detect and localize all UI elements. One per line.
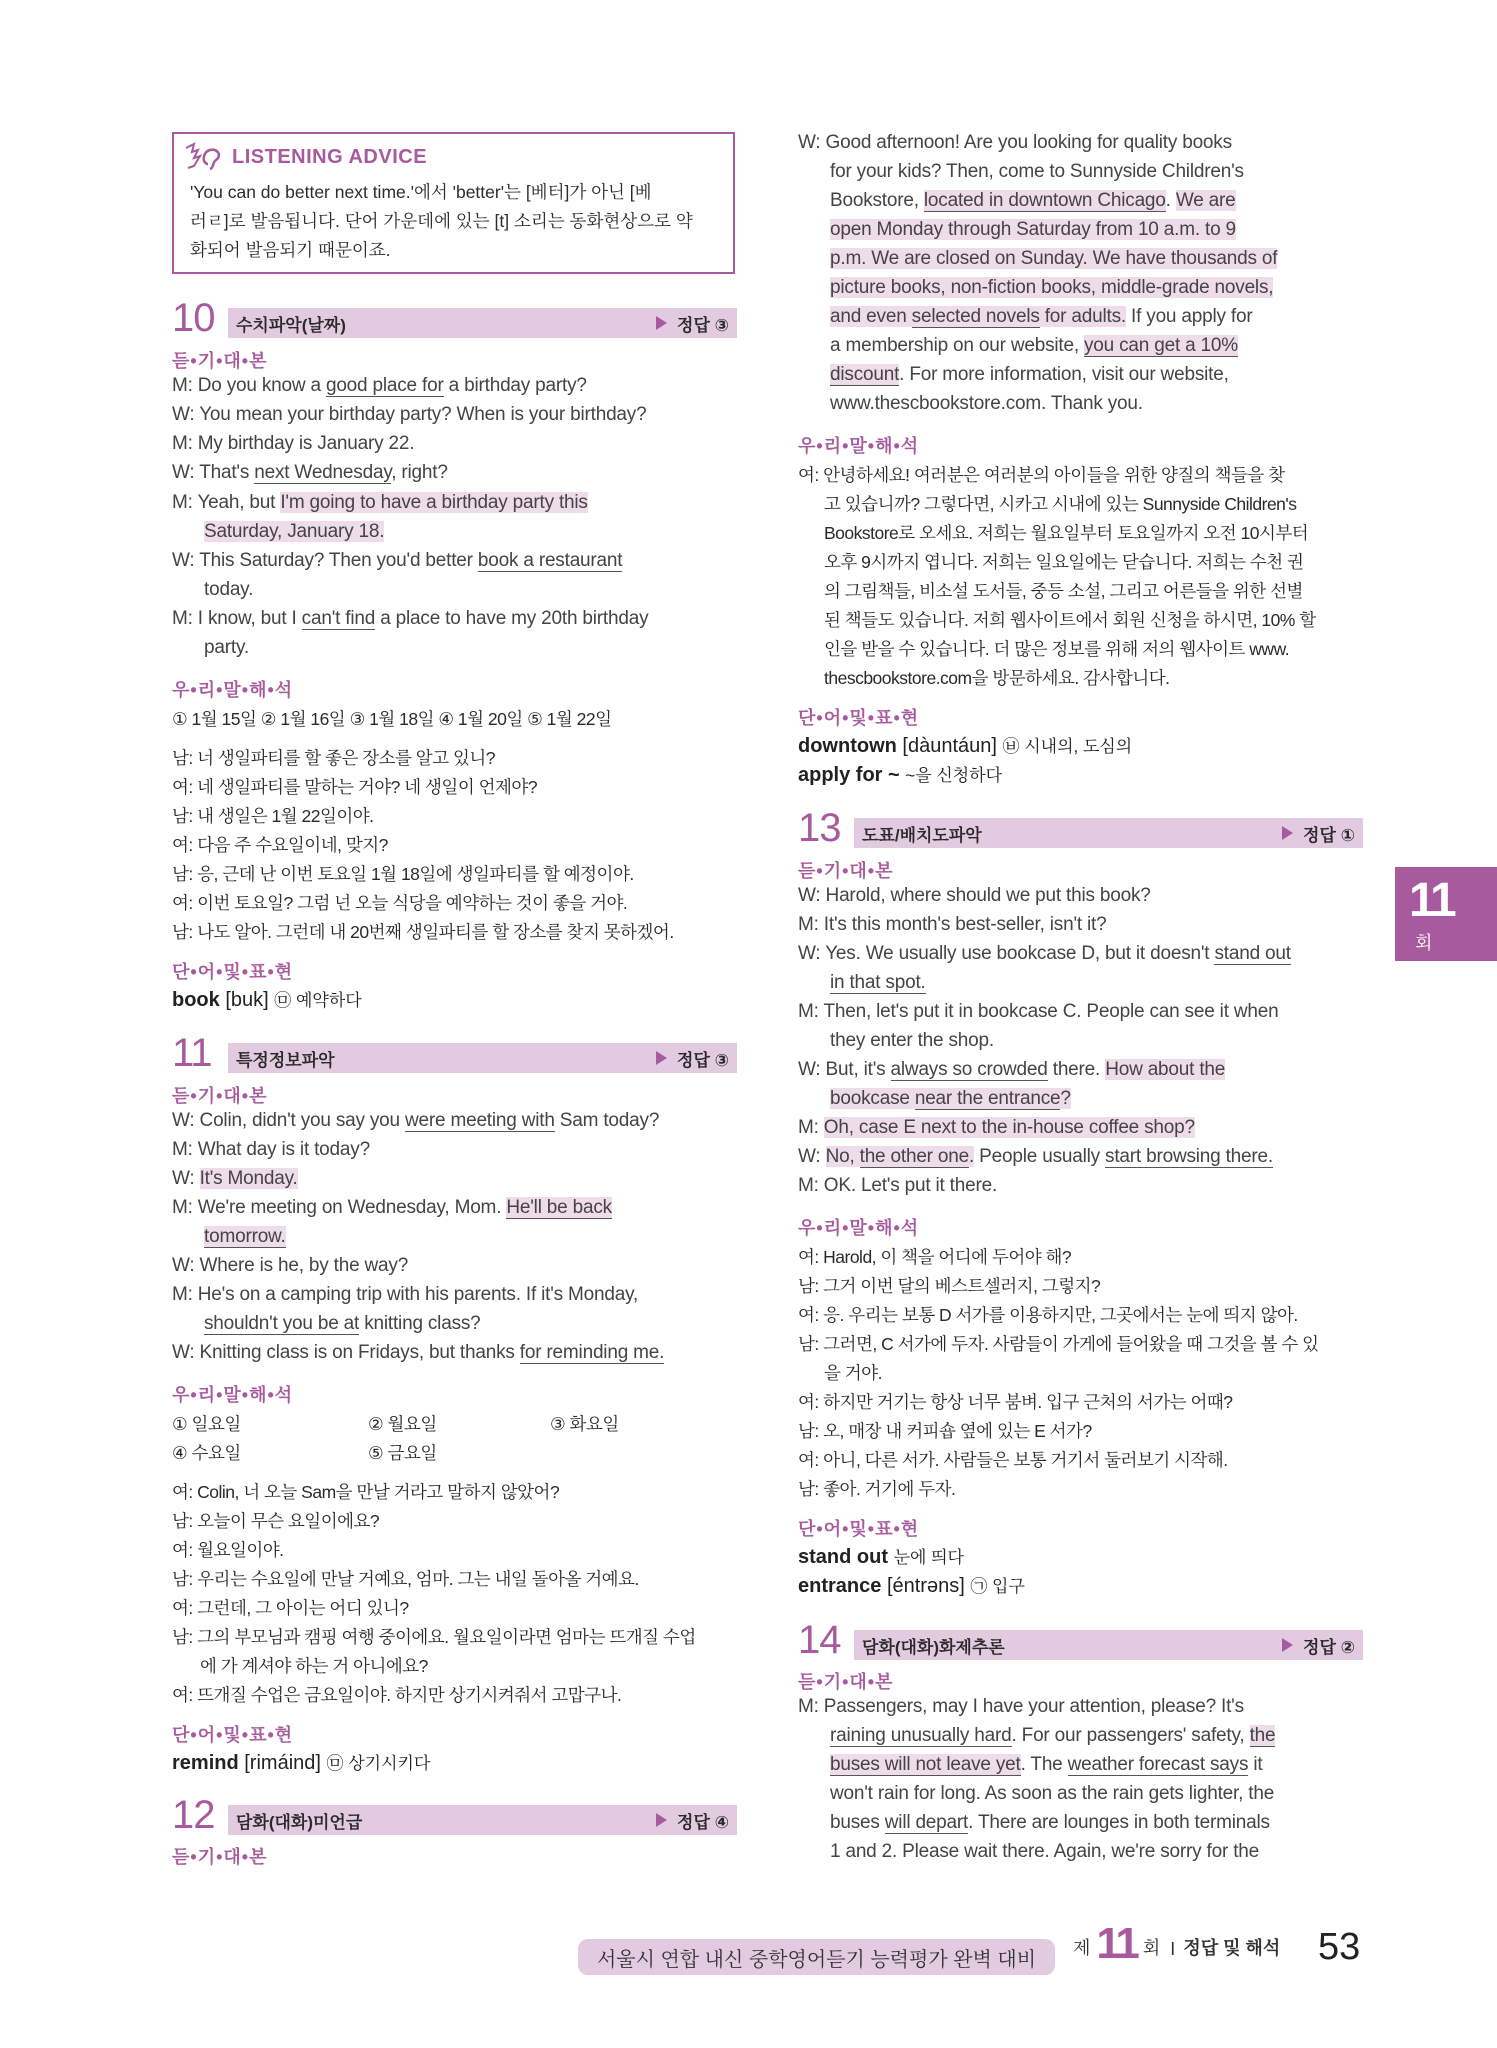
translation-line: 남: 오, 매장 내 커피숍 옆에 있는 E 서가? [798, 1421, 1092, 1441]
answer-choice: ③ 화요일 [550, 1414, 619, 1434]
underlined-phrase: start browsing there. [1105, 1146, 1273, 1167]
script-line: W: But, it's always so crowded there. How about the [798, 1059, 1226, 1080]
question-type: 도표/배치도파악 [862, 825, 982, 845]
script-line: a membership on our website, you can get a 10% [830, 335, 1238, 356]
underlined-phrase: weather forecast says [1067, 1754, 1249, 1775]
translation-line: 여: Colin, 너 오늘 Sam을 만날 거라고 말하지 않았어? [172, 1482, 560, 1502]
translation-line: 을 거야. [824, 1363, 882, 1383]
highlighted-phrase: He'll be back [506, 1197, 612, 1218]
answer-badge [656, 311, 737, 336]
script-line: M: Oh, case E next to the in-house coffee shop? [798, 1117, 1195, 1138]
question-number: 12 [172, 1793, 215, 1837]
highlighted-phrase: How about the [1105, 1059, 1226, 1080]
footer-round-number: 11 [1096, 1919, 1137, 1968]
answer-badge [656, 1046, 737, 1071]
footer-separator: I [1170, 1939, 1176, 1959]
highlighted-phrase: p.m. We are closed on Sunday. We have thousands of [830, 248, 1278, 269]
script-line [830, 248, 1277, 270]
question-band [854, 818, 1363, 848]
vocabulary-item [172, 986, 362, 1012]
translation-line: 여: 네 생일파티를 말하는 거야? 네 생일이 언제야? [172, 777, 538, 797]
script-line: M: Yeah, but I'm going to have a birthday party this [172, 492, 588, 513]
question-band [854, 1630, 1363, 1660]
script-line: M: He's on a camping trip with his parents. If it's Monday, [172, 1284, 639, 1305]
script-line: M: I know, but I can't find a place to have my 20th birthday [172, 608, 649, 629]
vocab-pronunciation: [éntrəns] [886, 1575, 965, 1597]
vocab-pronunciation: [buk] [225, 989, 269, 1011]
vocabulary-item [798, 1572, 1025, 1598]
answer-choice: ① 일요일 [172, 1414, 241, 1434]
triangle-icon [1282, 1638, 1293, 1652]
underlined-phrase: for reminding me. [519, 1342, 665, 1363]
highlighted-phrase: tomorrow. [204, 1226, 286, 1247]
script-line: party. [204, 637, 249, 658]
translation-line: 된 책들도 있습니다. 저희 웹사이트에서 회원 신청을 하시면, 10% 할 [824, 610, 1316, 630]
script-line: W: This Saturday? Then you'd better book a restaurant [172, 550, 623, 571]
script-line: W: Harold, where should we put this book? [798, 885, 1151, 906]
script-line: www.thescbookstore.com. Thank you. [830, 393, 1143, 414]
highlighted-phrase: We are [1175, 190, 1236, 211]
question-type: 수치파악(날짜) [236, 315, 346, 335]
question-11-header [172, 1031, 737, 1075]
vocab-term: entrance [798, 1575, 882, 1597]
underlined-phrase: can't find [301, 608, 376, 629]
footer-round-label [1073, 1919, 1281, 1968]
listening-advice-box [172, 132, 735, 274]
translation-line: 여: 하지만 거기는 항상 너무 붐벼. 입구 근처의 서가는 어때? [798, 1392, 1233, 1412]
highlighted-phrase: Oh, case E next to the in-house coffee shop? [823, 1117, 1195, 1138]
series-title: 서울시 연합 내신 중학영어듣기 능력평가 완벽 대비 [578, 1939, 1055, 1975]
translation-label: 우•리•말•해•석 [172, 1385, 294, 1405]
vocab-pronunciation: [rimáind] [244, 1752, 321, 1774]
script-line [830, 1088, 1071, 1110]
highlighted-phrase: the [1249, 1725, 1276, 1746]
translation-line: 오후 9시까지 엽니다. 저희는 일요일에는 닫습니다. 저희는 수천 권 [824, 552, 1304, 572]
script-line: raining unusually hard. For our passengers' safety, the [830, 1725, 1276, 1746]
script-line: W: Good afternoon! Are you looking for quality books [798, 132, 1232, 153]
vocabulary-item [798, 732, 1132, 758]
underlined-phrase: were meeting with [404, 1110, 555, 1131]
answer-badge [656, 1808, 737, 1833]
translation-line: 여: 그런데, 그 아이는 어디 있니? [172, 1598, 409, 1618]
translation-line: 고 있습니까? 그렇다면, 시카고 시내에 있는 Sunnyside Children's [824, 494, 1297, 514]
highlighted-phrase: bookcase near the entrance? [830, 1088, 1071, 1109]
translation-line: 남: 그의 부모님과 캠핑 여행 중이에요. 월요일이라면 엄마는 뜨개질 수업 [172, 1627, 696, 1647]
translation-line: 남: 그거 이번 달의 베스트셀러지, 그렇지? [798, 1276, 1101, 1296]
answer-choice: ⑤ 금요일 [368, 1443, 437, 1463]
vocab-meaning: ㉤ 예약하다 [274, 991, 362, 1010]
highlighted-phrase: located in downtown Chicago [923, 190, 1166, 211]
script-line: W: Knitting class is on Fridays, but thanks for reminding me. [172, 1342, 665, 1363]
script-line [830, 972, 926, 994]
vocabulary-label: 단•어•및•표•현 [172, 1725, 294, 1745]
footer-pre: 제 [1073, 1938, 1091, 1958]
translation-line: 남: 좋아. 거기에 두자. [798, 1479, 956, 1499]
script-line: for your kids? Then, come to Sunnyside Children's [830, 161, 1244, 182]
advice-line: 화되어 발음되기 때문이죠. [190, 240, 391, 260]
translation-line: 남: 그러면, C 서가에 두자. 사람들이 가게에 들어왔을 때 그것을 볼 수 있 [798, 1334, 1319, 1354]
script-line: W: Yes. We usually use bookcase D, but it doesn't stand out [798, 943, 1291, 964]
underlined-phrase: good place for [325, 375, 444, 396]
script-label: 듣•기•대•본 [172, 1847, 268, 1867]
answer-text: 정답 ① [1303, 825, 1355, 845]
underlined-phrase: stand out [1214, 943, 1291, 964]
highlighted-phrase: and even selected novels for adults. [830, 306, 1126, 327]
vocab-term: remind [172, 1752, 239, 1774]
page-number: 53 [1318, 1926, 1361, 1968]
script-line: M: It's this month's best-seller, isn't it? [798, 914, 1107, 935]
script-line: won't rain for long. As soon as the rain gets lighter, the [830, 1783, 1275, 1804]
highlighted-phrase: Saturday, January 18. [204, 521, 385, 542]
script-line: M: What day is it today? [172, 1139, 370, 1160]
script-line: 1 and 2. Please wait there. Again, we're sorry for the [830, 1841, 1260, 1862]
translation-line: 여: Harold, 이 책을 어디에 두어야 해? [798, 1247, 1072, 1267]
script-line: discount. For more information, visit our website, [830, 364, 1229, 385]
vocab-meaning: ㉠ 입구 [970, 1577, 1025, 1596]
question-type: 담화(대화)화제추론 [862, 1637, 1005, 1657]
advice-text [190, 178, 717, 265]
underlined-phrase: will depart [884, 1812, 969, 1833]
answer-choices: ① 1월 15일 ② 1월 16일 ③ 1월 18일 ④ 1월 20일 ⑤ 1월 22일 [172, 709, 612, 729]
vocabulary-item [798, 761, 1002, 787]
footer-section: 정답 및 해석 [1183, 1938, 1281, 1958]
triangle-icon [656, 1813, 667, 1827]
translation-line: Bookstore로 오세요. 저희는 월요일부터 토요일까지 오전 10시부터 [824, 523, 1309, 543]
question-number: 10 [172, 296, 215, 340]
triangle-icon [656, 316, 667, 330]
translation-line: 에 가 계셔야 하는 거 아니에요? [200, 1656, 428, 1676]
script-line: M: Passengers, may I have your attention, please? It's [798, 1696, 1244, 1717]
script-line: M: My birthday is January 22. [172, 433, 415, 454]
script-label: 듣•기•대•본 [172, 1086, 268, 1106]
translation-line: 남: 너 생일파티를 할 좋은 장소를 알고 있니? [172, 748, 496, 768]
vocabulary-label: 단•어•및•표•현 [172, 962, 294, 982]
question-type: 특정정보파악 [236, 1050, 335, 1070]
script-label: 듣•기•대•본 [798, 861, 894, 881]
answer-text: 정답 ③ [677, 315, 729, 335]
vocabulary-label: 단•어•및•표•현 [798, 708, 920, 728]
vocab-pronunciation: [dàuntáun] [902, 735, 997, 757]
advice-line: 'You can do better next time.'에서 'better'는 [베터]가 아닌 [베 [190, 182, 652, 202]
vocab-term: downtown [798, 735, 897, 757]
round-number: 11 [1409, 874, 1454, 927]
script-line [830, 277, 1273, 299]
triangle-icon [1282, 826, 1293, 840]
highlighted-phrase: buses will not leave yet [830, 1754, 1021, 1775]
vocab-meaning: ㉥ 시내의, 도심의 [1002, 737, 1133, 756]
translation-line: 남: 내 생일은 1월 22일이야. [172, 806, 374, 826]
underlined-phrase: next Wednesday [254, 462, 392, 483]
script-line: M: We're meeting on Wednesday, Mom. He'll be back [172, 1197, 612, 1218]
question-number: 13 [798, 806, 841, 850]
advice-line: 러ㄹ]로 발음됩니다. 단어 가운데에 있는 [t] 소리는 동화현상으로 약 [190, 211, 693, 231]
vocab-term: stand out [798, 1546, 888, 1568]
script-line: W: Colin, didn't you say you were meeting with Sam today? [172, 1110, 660, 1131]
translation-line: thescbookstore.com을 방문하세요. 감사합니다. [824, 668, 1170, 688]
highlighted-phrase: picture books, non-fiction books, middle-grade novels, [830, 277, 1274, 298]
script-line: M: Do you know a good place for a birthday party? [172, 375, 587, 396]
vocab-term: book [172, 989, 220, 1011]
underlined-phrase: shouldn't you be at [204, 1313, 360, 1334]
question-number: 14 [798, 1618, 841, 1662]
vocab-meaning: ㉤ 상기시키다 [326, 1754, 431, 1773]
script-line: M: OK. Let's put it there. [798, 1175, 998, 1196]
triangle-icon [656, 1051, 667, 1065]
script-line: and even selected novels for adults. If you apply for [830, 306, 1253, 327]
round-side-tab [1395, 867, 1497, 961]
script-line: Bookstore, located in downtown Chicago. We are [830, 190, 1236, 211]
translation-line: 여: 다음 주 수요일이네, 맞지? [172, 835, 388, 855]
highlighted-phrase: open Monday through Saturday from 10 a.m. to 9 [830, 219, 1236, 240]
footer-post: 회 [1142, 1938, 1161, 1958]
translation-line: 여: 안녕하세요! 여러분은 여러분의 아이들을 위한 양질의 책들을 찾 [798, 465, 1285, 485]
script-line [204, 521, 384, 543]
translation-line: 여: 월요일이야. [172, 1540, 284, 1560]
underlined-phrase: raining unusually hard [830, 1725, 1012, 1746]
highlighted-phrase: I'm going to have a birthday party this [280, 492, 588, 513]
script-line [830, 219, 1236, 241]
answer-text: 정답 ② [1303, 1637, 1355, 1657]
script-line: M: Then, let's put it in bookcase C. People can see it when [798, 1001, 1279, 1022]
vocabulary-label: 단•어•및•표•현 [798, 1519, 920, 1539]
advice-title: LISTENING ADVICE [232, 145, 428, 168]
translation-line: 인을 받을 수 있습니다. 더 많은 정보를 위해 저의 웹사이트 www. [824, 639, 1290, 659]
vocab-term: apply for ~ [798, 764, 900, 786]
highlighted-phrase: discount [830, 364, 900, 385]
translation-line: 남: 응, 근데 난 이번 토요일 1월 18일에 생일파티를 할 예정이야. [172, 864, 634, 884]
ear-icon [184, 142, 226, 172]
script-line: W: You mean your birthday party? When is your birthday? [172, 404, 647, 425]
script-line: buses will not leave yet. The weather forecast says it [830, 1754, 1263, 1775]
question-12-header [172, 1793, 737, 1837]
question-type: 담화(대화)미언급 [236, 1812, 363, 1832]
round-suffix: 회 [1415, 933, 1433, 953]
script-label: 듣•기•대•본 [172, 351, 268, 371]
highlighted-phrase: It's Monday. [199, 1168, 298, 1189]
script-line: W: That's next Wednesday, right? [172, 462, 448, 483]
translation-line: 남: 오늘이 무슨 요일이에요? [172, 1511, 380, 1531]
answer-badge [1282, 821, 1363, 846]
translation-line: 여: 뜨개질 수업은 금요일이야. 하지만 상기시켜줘서 고맙구나. [172, 1685, 622, 1705]
highlighted-phrase: you can get a 10% [1084, 335, 1238, 356]
answer-text: 정답 ③ [677, 1050, 729, 1070]
script-line [204, 1226, 286, 1248]
script-label: 듣•기•대•본 [798, 1672, 894, 1692]
translation-label: 우•리•말•해•석 [798, 1218, 920, 1238]
vocab-meaning: ~을 신청하다 [905, 766, 1003, 785]
underlined-phrase: always so crowded [890, 1059, 1048, 1080]
answer-choice: ④ 수요일 [172, 1443, 241, 1463]
translation-line: 여: 응. 우리는 보통 D 서가를 이용하지만, 그곳에서는 눈에 띄지 않아. [798, 1305, 1298, 1325]
question-13-header [798, 806, 1363, 850]
advice-header [184, 142, 427, 172]
question-10-header [172, 296, 737, 340]
answer-text: 정답 ④ [677, 1812, 729, 1832]
script-line: they enter the shop. [830, 1030, 994, 1051]
script-line: W: No, the other one. People usually start browsing there. [798, 1146, 1273, 1167]
question-band [228, 1043, 737, 1073]
script-line: W: It's Monday. [172, 1168, 298, 1189]
answer-badge [1282, 1633, 1363, 1658]
underlined-phrase: book a restaurant [477, 550, 623, 571]
script-line: W: Where is he, by the way? [172, 1255, 409, 1276]
vocab-meaning: 눈에 띄다 [893, 1548, 964, 1567]
vocabulary-item [798, 1543, 964, 1569]
question-number: 11 [172, 1031, 212, 1075]
translation-line: 여: 아니, 다른 서가. 사람들은 보통 거기서 둘러보기 시작해. [798, 1450, 1228, 1470]
translation-line: 의 그림책들, 비소설 도서들, 중등 소설, 그리고 어른들을 위한 선별 [824, 581, 1303, 601]
highlighted-phrase: No, the other one. [825, 1146, 975, 1167]
translation-line: 남: 우리는 수요일에 만날 거예요, 엄마. 그는 내일 돌아올 거예요. [172, 1569, 639, 1589]
underlined-phrase: in that spot. [830, 972, 926, 993]
script-line: today. [204, 579, 254, 600]
translation-label: 우•리•말•해•석 [172, 680, 294, 700]
script-line: buses will depart. There are lounges in both terminals [830, 1812, 1270, 1833]
translation-line: 남: 나도 알아. 그런데 내 20번째 생일파티를 할 장소를 찾지 못하겠어. [172, 922, 674, 942]
vocabulary-item [172, 1749, 430, 1775]
script-line: shouldn't you be at knitting class? [204, 1313, 481, 1334]
question-14-header [798, 1618, 1363, 1662]
translation-label: 우•리•말•해•석 [798, 436, 920, 456]
question-band [228, 308, 737, 338]
answer-choice: ② 월요일 [368, 1414, 437, 1434]
question-band [228, 1805, 737, 1835]
translation-line: 여: 이번 토요일? 그럼 넌 오늘 식당을 예약하는 것이 좋을 거야. [172, 893, 628, 913]
